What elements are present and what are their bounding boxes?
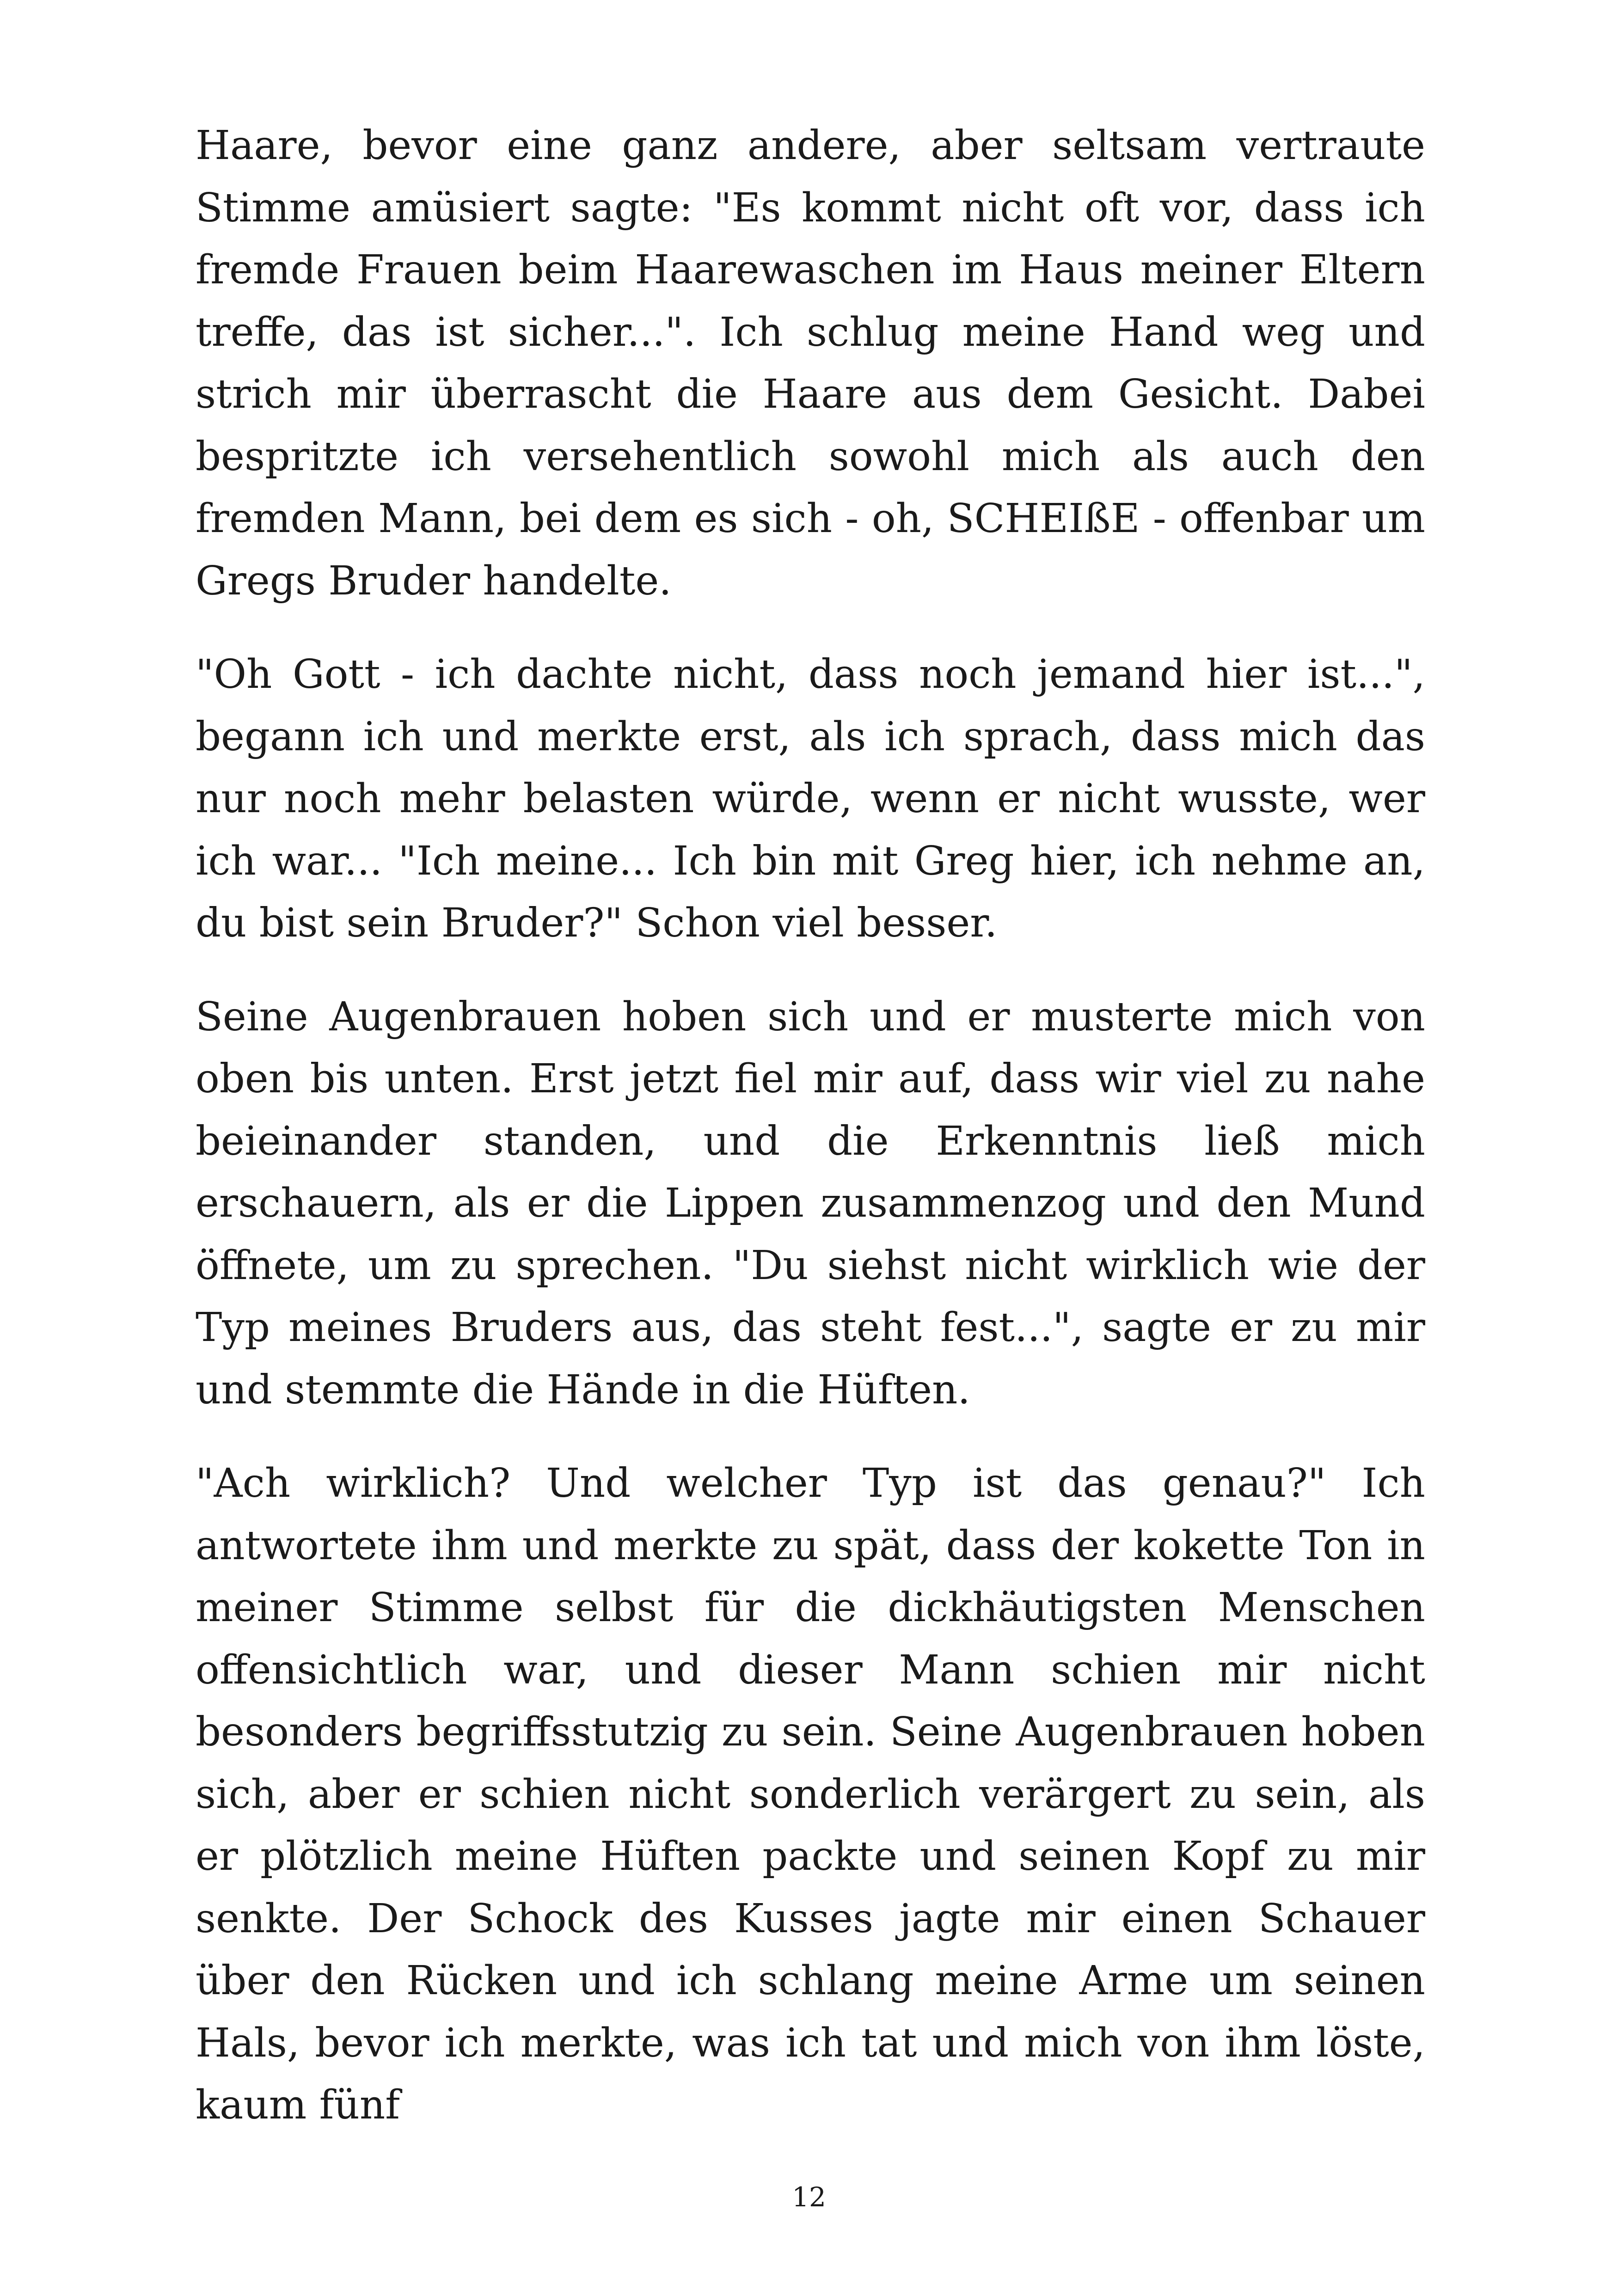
- paragraph-2: "Oh Gott - ich dachte nicht, dass noch jemand hier ist...", begann ich und merkte erst, als ich sprach, dass mich das nur noch mehr belasten würde, wenn er nicht wusste, wer ich war... "Ich meine... Ich bin mit Greg hier, ich nehme an, du bist sein Bruder?" Schon viel besser.: [196, 651, 1425, 946]
- page-number: 12: [792, 2181, 826, 2213]
- paragraph-1: Haare, bevor eine ganz andere, aber seltsam vertraute Stimme amüsiert sagte: "Es kommt nicht oft vor, dass ich fremde Frauen beim Haarewaschen im Haus meiner Eltern treffe, das ist sicher...". Ich schlug meine Hand weg und strich mir überrascht die Haare aus dem Gesicht. Dabei bespritzte ich versehentlich sowohl mich als auch den fremden Mann, bei dem es sich - oh, SCHEIßE - offenbar um Gregs Bruder handelte.: [196, 122, 1425, 604]
- paragraph-4: "Ach wirklich? Und welcher Typ ist das genau?" Ich antwortete ihm und merkte zu spät, dass der kokette Ton in meiner Stimme selbst für die dickhäutigsten Menschen offensichtlich war, und dieser Mann schien mir nicht besonders begriffsstutzig zu sein. Seine Augenbrauen hoben sich, aber er schien nicht sonderlich verärgert zu sein, als er plötzlich meine Hüften packte und seinen Kopf zu mir senkte. Der Schock des Kusses jagte mir einen Schauer über den Rücken und ich schlang meine Arme um seinen Hals, bevor ich merkte, was ich tat und mich von ihm löste, kaum fünf: [196, 1460, 1425, 2128]
- page-body: [196, 115, 1425, 2137]
- paragraph-3: Seine Augenbrauen hoben sich und er musterte mich von oben bis unten. Erst jetzt fiel mir auf, dass wir viel zu nahe beieinander standen, und die Erkenntnis ließ mich erschauern, als er die Lippen zusammenzog und den Mund öffnete, um zu sprechen. "Du siehst nicht wirklich wie der Typ meines Bruders aus, das steht fest...", sagte er zu mir und stemmte die Hände in die Hüften.: [196, 993, 1425, 1413]
